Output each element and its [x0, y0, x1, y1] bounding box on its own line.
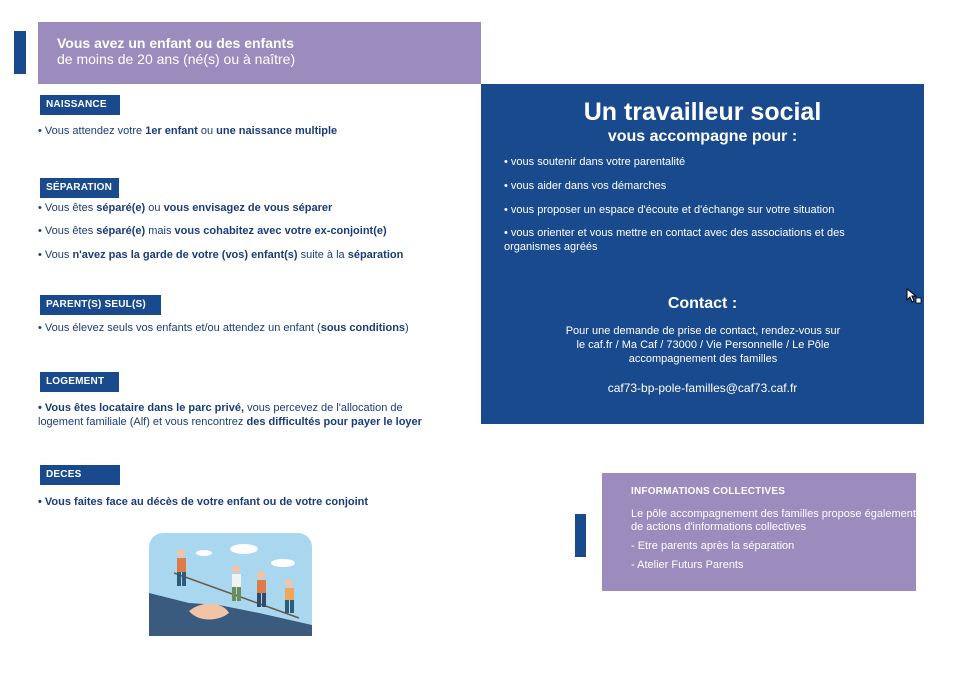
header-box: [38, 22, 481, 84]
contact-text: Pour une demande de prise de contact, rendez-vous sur le caf.fr / Ma Caf / 73000 / Vie Personnelle / Le Pôle accompagnement des familles: [565, 325, 841, 365]
info-title: INFORMATIONS COLLECTIVES: [631, 486, 786, 497]
social-bullet-2: • vous aider dans vos démarches: [504, 180, 667, 192]
tag-parent-seul: PARENT(S) SEUL(S): [40, 295, 161, 315]
social-subtitle: vous accompagne pour :: [607, 128, 798, 145]
accent-bar-left: [14, 31, 26, 74]
deces-line-1: • Vous faites face au décès de votre enfant ou de votre conjoint: [38, 496, 369, 508]
tag-separation: SÉPARATION: [40, 178, 119, 198]
separation-line-1: • Vous êtes séparé(e) ou vous envisagez de vous séparer: [38, 202, 333, 214]
tag-logement: LOGEMENT: [40, 372, 119, 392]
separation-line-2: • Vous êtes séparé(e) mais vous cohabitez avec votre ex-conjoint(e): [38, 225, 387, 237]
logement-line-2: logement familiale (Alf) et vous rencontrez des difficultés pour payer le loyer: [38, 416, 422, 428]
header-subtitle: de moins de 20 ans (né(s) ou à naître): [57, 51, 296, 67]
accent-bar-right: [575, 514, 586, 557]
parent-seul-line-1: • Vous élevez seuls vos enfants et/ou attendez un enfant (sous conditions): [38, 322, 409, 334]
info-item-2: - Atelier Futurs Parents: [631, 559, 744, 571]
social-worker-box: [481, 84, 924, 424]
contact-title: Contact :: [667, 295, 738, 312]
naissance-line-1: • Vous attendez votre 1er enfant ou une naissance multiple: [38, 125, 338, 137]
tag-deces: DECES: [40, 465, 120, 485]
contact-email[interactable]: caf73-bp-pole-familles@caf73.caf.fr: [607, 381, 798, 395]
header-title: Vous avez un enfant ou des enfants: [57, 35, 295, 51]
social-bullet-1: • vous soutenir dans votre parentalité: [504, 156, 686, 168]
separation-line-3: • Vous n'avez pas la garde de votre (vos) enfant(s) suite à la séparation: [38, 249, 404, 261]
info-box: [602, 473, 916, 591]
social-title: Un travailleur social: [583, 98, 822, 126]
social-bullet-3: • vous proposer un espace d'écoute et d'échange sur votre situation: [504, 204, 835, 216]
tag-naissance: NAISSANCE: [40, 95, 120, 115]
info-item-1: - Etre parents après la séparation: [631, 540, 795, 552]
social-bullet-4: • vous orienter et vous mettre en contact avec des associations et des organismes agréés: [504, 227, 845, 253]
logement-line-1: • Vous êtes locataire dans le parc privé, vous percevez de l'allocation de: [38, 402, 403, 414]
teamwork-climbing-illustration: [149, 533, 312, 636]
info-text: Le pôle accompagnement des familles propose également de actions d'informations collectives: [631, 508, 916, 533]
mouse-pointer-icon: [906, 288, 922, 304]
